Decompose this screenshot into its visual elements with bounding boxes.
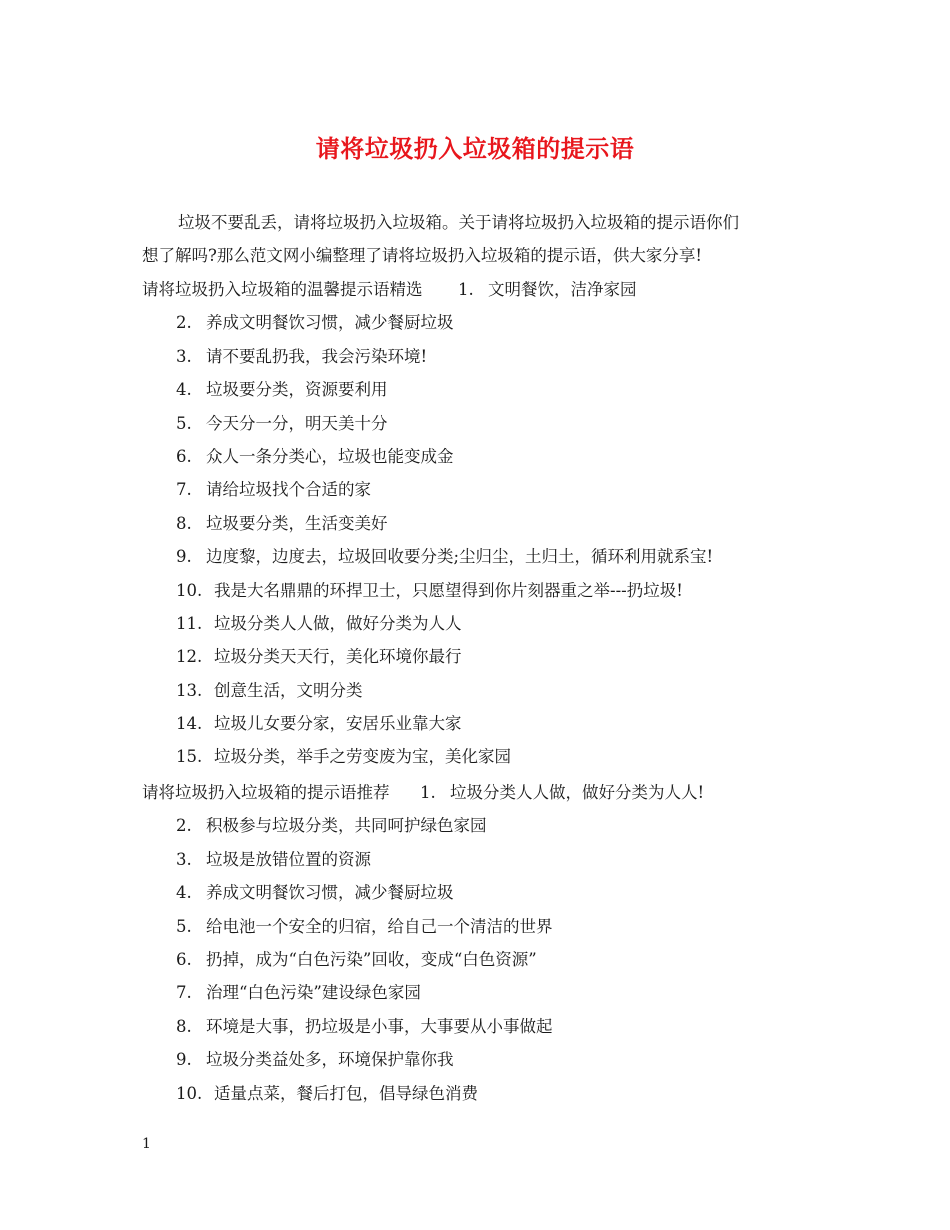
list-item-text: 适量点菜，餐后打包，倡导绿色消费 bbox=[214, 1083, 478, 1103]
list-item-number: 1. bbox=[458, 280, 474, 299]
list-item-text: 众人一条分类心，垃圾也能变成金 bbox=[206, 446, 454, 466]
list-item-number: 5. bbox=[176, 413, 192, 433]
list-item-number: 9. bbox=[176, 547, 192, 567]
list-item-text: 垃圾儿女要分家，安居乐业靠大家 bbox=[214, 714, 462, 734]
list-item bbox=[142, 1010, 842, 1043]
list-item-number: 6. bbox=[176, 949, 192, 969]
list-item-number: 7. bbox=[176, 480, 192, 500]
section1-heading: 请将垃圾扔入垃圾箱的温馨提示语精选 bbox=[142, 280, 423, 299]
list-item-number: 8. bbox=[176, 513, 192, 533]
list-item-text: 今天分一分，明天美十分 bbox=[206, 413, 388, 433]
section1-heading-row bbox=[142, 273, 842, 306]
list-item-text: 治理“白色污染”建设绿色家园 bbox=[206, 983, 421, 1003]
list-item bbox=[142, 407, 842, 440]
list-item-text: 边度黎，边度去，垃圾回收要分类;尘归尘，土归土，循环利用就系宝! bbox=[206, 547, 714, 567]
list-item-number: 12. bbox=[176, 647, 203, 667]
list-item-number: 4. bbox=[176, 380, 192, 400]
list-item-number: 10. bbox=[176, 1083, 203, 1103]
list-item-text: 我是大名鼎鼎的环捍卫士，只愿望得到你片刻器重之举---扔垃圾! bbox=[214, 580, 683, 600]
list-item bbox=[142, 876, 842, 909]
list-item-text: 给电池一个安全的归宿，给自己一个清洁的世界 bbox=[206, 916, 553, 936]
list-item-text: 养成文明餐饮习惯，减少餐厨垃圾 bbox=[206, 313, 454, 333]
list-item-number: 3. bbox=[176, 849, 192, 869]
list-item-text: 积极参与垃圾分类，共同呵护绿色家园 bbox=[206, 816, 487, 836]
list-item-text: 垃圾分类益处多，环境保护靠你我 bbox=[206, 1050, 454, 1070]
list-item-number: 11. bbox=[176, 613, 203, 633]
list-item bbox=[142, 540, 842, 573]
list-item-number: 14. bbox=[176, 714, 203, 734]
list-item bbox=[142, 943, 842, 976]
section1-list bbox=[142, 273, 842, 774]
list-item-number: 15. bbox=[176, 747, 203, 767]
list-item bbox=[142, 1043, 842, 1076]
list-item-number: 10. bbox=[176, 580, 203, 600]
list-item bbox=[142, 373, 842, 406]
list-item bbox=[142, 640, 842, 673]
list-item-number: 1. bbox=[420, 783, 436, 802]
list-item-text: 环境是大事，扔垃圾是小事，大事要从小事做起 bbox=[206, 1016, 553, 1036]
intro-line: 想了解吗?那么范文网小编整理了请将垃圾扔入垃圾箱的提示语，供大家分享! bbox=[142, 246, 702, 265]
list-item-number: 2. bbox=[176, 816, 192, 836]
list-item bbox=[142, 340, 842, 373]
list-item bbox=[142, 507, 842, 540]
list-item bbox=[142, 440, 842, 473]
list-item-number: 6. bbox=[176, 446, 192, 466]
list-item bbox=[142, 910, 842, 943]
list-item-text: 文明餐饮，洁净家园 bbox=[488, 280, 637, 299]
list-item bbox=[142, 809, 842, 842]
list-item-text: 垃圾分类人人做，做好分类为人人 bbox=[214, 613, 462, 633]
list-item-text: 请不要乱扔我，我会污染环境! bbox=[206, 346, 428, 366]
list-item bbox=[142, 1077, 842, 1110]
list-item-number: 9. bbox=[176, 1050, 192, 1070]
list-item-text: 垃圾分类，举手之劳变废为宝，美化家园 bbox=[214, 747, 511, 767]
list-item-text: 垃圾是放错位置的资源 bbox=[206, 849, 371, 869]
list-item bbox=[142, 674, 842, 707]
list-item-number: 7. bbox=[176, 983, 192, 1003]
list-item-number: 2. bbox=[176, 313, 192, 333]
list-item-number: 4. bbox=[176, 883, 192, 903]
list-item bbox=[142, 574, 842, 607]
list-item-number: 3. bbox=[176, 346, 192, 366]
list-item-number: 13. bbox=[176, 680, 203, 700]
list-item bbox=[142, 976, 842, 1009]
intro-line: 垃圾不要乱丢，请将垃圾扔入垃圾箱。关于请将垃圾扔入垃圾箱的提示语你们 bbox=[178, 213, 739, 232]
list-item bbox=[142, 843, 842, 876]
list-item-text: 请给垃圾找个合适的家 bbox=[206, 480, 371, 500]
list-item-number: 5. bbox=[176, 916, 192, 936]
page-title: 请将垃圾扔入垃圾箱的提示语 bbox=[315, 135, 635, 163]
page-number: 1 bbox=[142, 1136, 151, 1152]
list-item-text: 创意生活，文明分类 bbox=[214, 680, 363, 700]
list-item-text: 扔掉，成为“白色污染”回收，变成“白色资源” bbox=[206, 949, 537, 969]
list-item bbox=[142, 740, 842, 773]
intro-paragraph bbox=[142, 206, 822, 272]
list-item-text: 垃圾要分类，资源要利用 bbox=[206, 380, 388, 400]
list-item-text: 垃圾要分类，生活变美好 bbox=[206, 513, 388, 533]
list-item bbox=[142, 306, 842, 339]
list-item bbox=[142, 473, 842, 506]
section2-heading-row bbox=[142, 776, 842, 809]
list-item-text: 垃圾分类天天行，美化环境你最行 bbox=[214, 647, 462, 667]
section2-list bbox=[142, 776, 842, 1110]
list-item-text: 垃圾分类人人做，做好分类为人人! bbox=[450, 783, 705, 802]
list-item-number: 8. bbox=[176, 1016, 192, 1036]
list-item bbox=[142, 607, 842, 640]
list-item-text: 养成文明餐饮习惯，减少餐厨垃圾 bbox=[206, 883, 454, 903]
list-item bbox=[142, 707, 842, 740]
section2-heading: 请将垃圾扔入垃圾箱的提示语推荐 bbox=[142, 783, 390, 802]
